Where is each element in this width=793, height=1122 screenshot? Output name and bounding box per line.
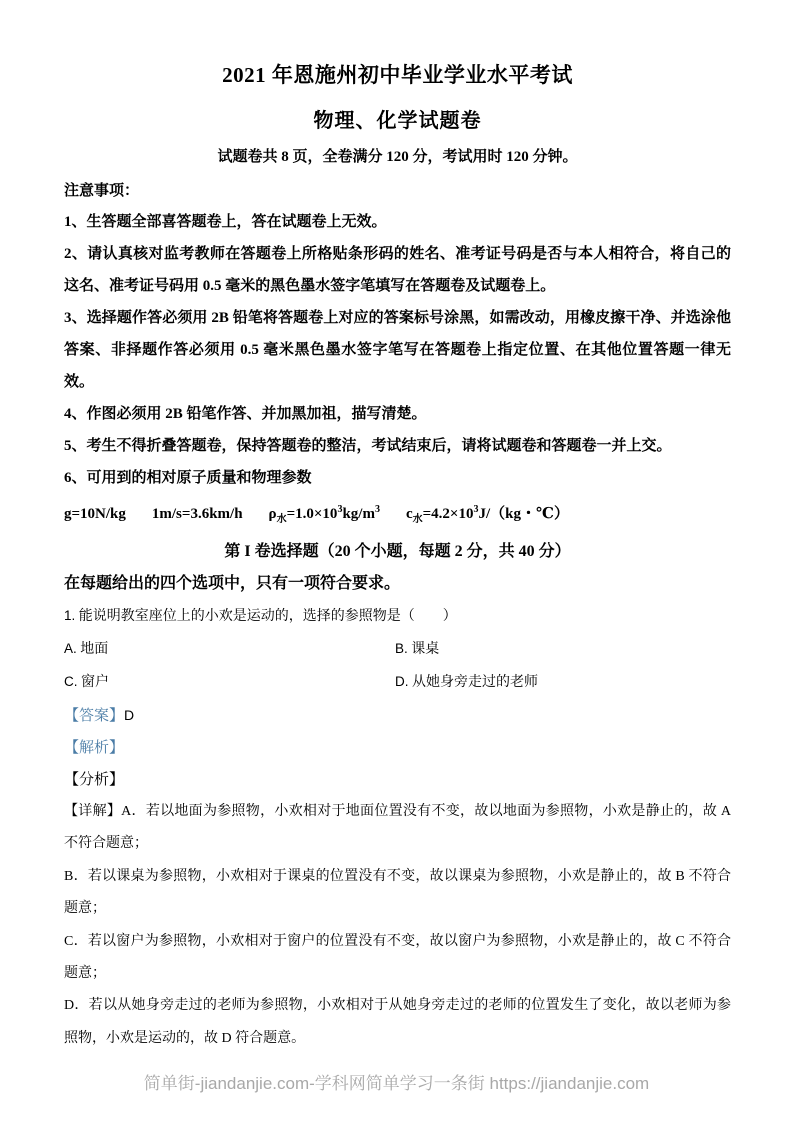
option-c[interactable]: [64, 666, 395, 699]
footer-watermark: [0, 1069, 793, 1094]
option-d[interactable]: [395, 666, 731, 699]
detail-text-a: A．若以地面为参照物，小欢相对于地面位置没有不变，故以地面为参照物，小欢是静止的，故 A 不符合题意；: [64, 804, 732, 852]
exponent-3: 3: [374, 504, 380, 515]
question-options: [64, 633, 731, 699]
option-c-letter: C.: [64, 674, 78, 689]
notice-item-5: 5、考生不得折叠答题卷，保持答题卷的整洁，考试结束后，请将试题卷和答题卷一并上交。: [64, 438, 672, 454]
param-g: g=10N/kg: [64, 506, 126, 522]
param-c-symbol: c: [405, 506, 413, 522]
option-c-text: 窗户: [81, 675, 109, 690]
physics-parameters: [64, 494, 731, 536]
exponent-3: 3: [473, 504, 479, 515]
section-heading: 第 I 卷选择题（20 个小题，每题 2 分，共 40 分）: [224, 543, 571, 560]
section-instruction: 在每题给出的四个选项中，只有一项符合要求。: [64, 575, 401, 592]
question-1: [64, 600, 731, 633]
question-text: 能说明教室座位上的小欢是运动的，选择的参照物是（ ）: [78, 609, 457, 624]
param-rho-symbol: ρ: [268, 506, 277, 522]
notice-item-4: 4、作图必须用 2B 铅笔作答、并加黑加祖，描写清楚。: [64, 406, 427, 422]
option-b-text: 课桌: [411, 642, 440, 657]
notice-item-6: 6、可用到的相对原子质量和物理参数: [64, 470, 312, 486]
option-b[interactable]: [395, 633, 731, 666]
answer-label: 【答案】: [64, 708, 125, 724]
analysis-label: 【分析】: [64, 772, 125, 788]
option-d-text: 从她身旁走过的老师: [412, 675, 538, 690]
detail-paragraph-d: D．若以从她身旁走过的老师为参照物，小欢相对于从她身旁走过的老师的位置发生了变化，故以老师为参照物，小欢是运动的，故 D 符合题意。: [64, 998, 731, 1046]
answer-value: D: [124, 707, 135, 723]
detail-paragraph-c: C．若以窗户为参照物，小欢相对于窗户的位置没有不变，故以窗户为参照物，小欢是静止的，故 C 不符合题意；: [64, 933, 731, 982]
param-c-unit: J/（kg・℃）: [478, 506, 569, 522]
exponent-3: 3: [337, 504, 343, 515]
param-rho-eq: =1.0×10: [286, 506, 338, 522]
notice-heading: 注意事项：: [64, 183, 140, 199]
detail-label: 【详解】: [64, 804, 122, 819]
detail-paragraph-b: B．若以课桌为参照物，小欢相对于课桌的位置没有不变，故以课桌为参照物，小欢是静止的，故 B 不符合题意；: [64, 868, 731, 917]
footer-watermark-text[interactable]: 简单街-jiandanjie.com-学科网简单学习一条街 https://jiandanjie.com: [143, 1074, 650, 1093]
detail-paragraph-a: [64, 796, 731, 861]
option-a-letter: A.: [64, 641, 77, 656]
param-speed: 1m/s=3.6km/h: [151, 506, 243, 522]
page-title: 2021 年恩施州初中毕业学业水平考试: [222, 63, 573, 87]
water-subscript: 水: [276, 514, 287, 525]
notice-item-2: 2、请认真核对监考教师在答题卷上所格贴条形码的姓名、准考证号码是否与本人相符合，将自己的这名、准考证号码用 0.5 毫米的黑色墨水签字笔填写在答题卷及试题卷上。: [64, 246, 731, 294]
notice-item-3: 3、选择题作答必须用 2B 铅笔将答题卷上对应的答案标号涂黑，如需改动，用橡皮擦干净、并选涂他答案、非择题作答必须用 0.5 毫米黑色墨水签字笔写在答题卷上指定位置、在其他位置答题一律无效。: [64, 310, 731, 390]
exam-info-line: 试题卷共 8 页，全卷满分 120 分，考试用时 120 分钟。: [217, 149, 578, 165]
option-a-text: 地面: [80, 642, 109, 657]
explain-label: 【解析】: [64, 740, 125, 756]
question-number: 1.: [64, 608, 76, 623]
option-d-letter: D.: [395, 674, 409, 689]
param-c-eq: =4.2×10: [422, 506, 474, 522]
notice-item-1: 1、生答题全部喜答题卷上，答在试题卷上无效。: [64, 214, 387, 230]
answer-line: [64, 699, 731, 732]
option-b-letter: B.: [395, 641, 408, 656]
param-rho-unit: kg/m: [342, 506, 375, 522]
water-subscript: 水: [412, 514, 423, 525]
page-subtitle: 物理、化学试题卷: [313, 110, 482, 132]
option-a[interactable]: [64, 633, 395, 666]
